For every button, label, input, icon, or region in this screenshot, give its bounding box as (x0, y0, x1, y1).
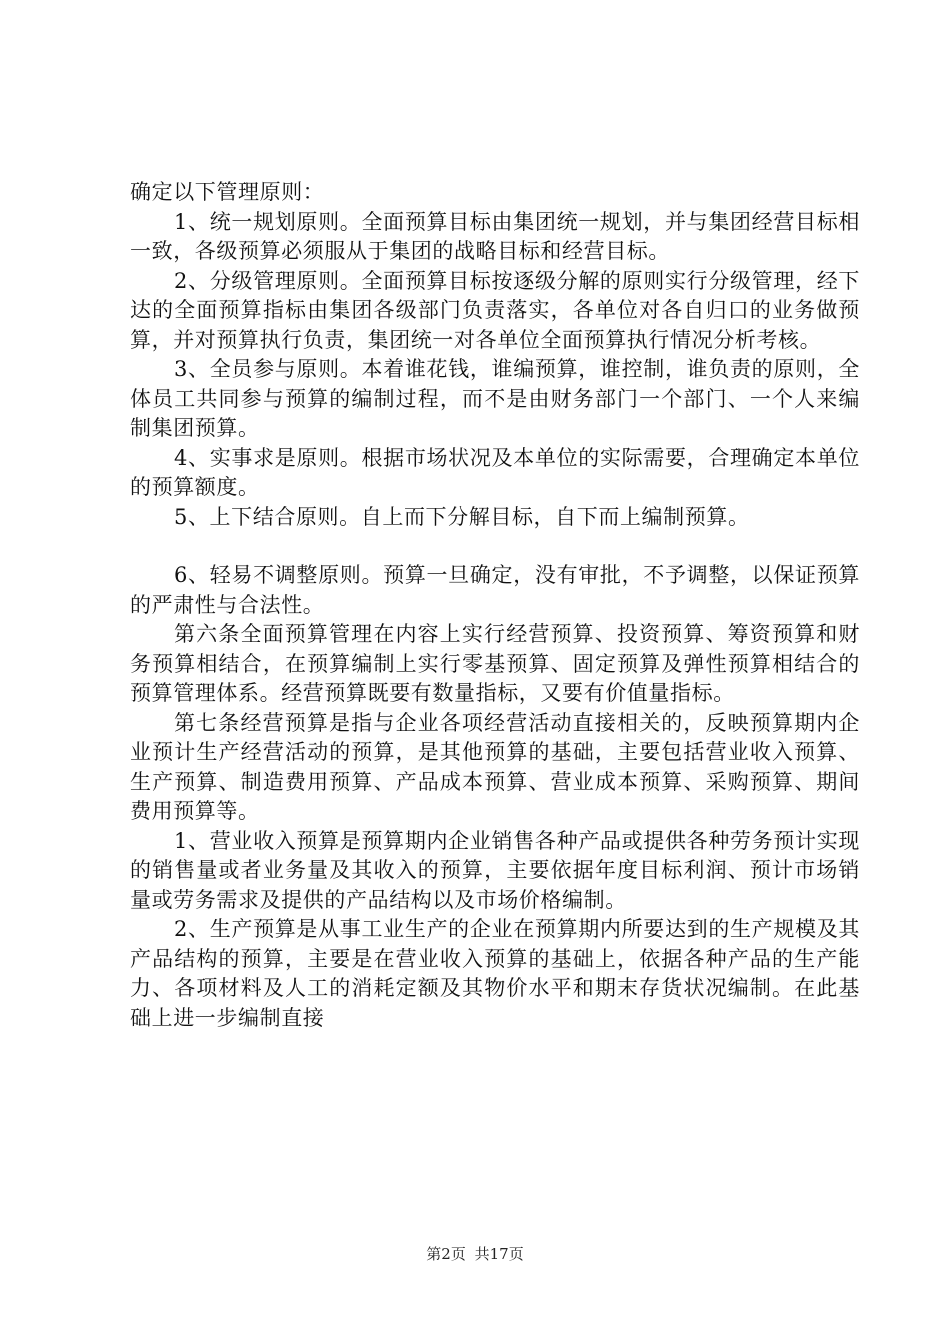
principle-3: 3、全员参与原则。本着谁花钱，谁编预算，谁控制，谁负责的原则，全体员工共同参与预算的编制过程，而不是由财务部门一个部门、一个人来编制集团预算。 (130, 357, 860, 440)
principle-1: 1、统一规划原则。全面预算目标由集团统一规划，并与集团经营目标相一致，各级预算必须服从于集团的战略目标和经营目标。 (130, 209, 860, 263)
page-footer (0, 1243, 950, 1264)
article-6: 第六条全面预算管理在内容上实行经营预算、投资预算、筹资预算和财务预算相结合，在预算编制上实行零基预算、固定预算及弹性预算相结合的预算管理体系。经营预算既要有数量指标，又要有价值量指标。 (130, 622, 860, 705)
item-production-budget: 2、生产预算是从事工业生产的企业在预算期内所要达到的生产规模及其产品结构的预算，主要是在营业收入预算的基础上，依据各种产品的生产能力、各项材料及人工的消耗定额及其物价水平和期末存货状况编制。在此基础上进一步编制直接 (130, 917, 860, 1030)
principle-2: 2、分级管理原则。全面预算目标按逐级分解的原则实行分级管理，经下达的全面预算指标由集团各级部门负责落实，各单位对各自归口的业务做预算，并对预算执行负责，集团统一对各单位全面预算执行情况分析考核。 (130, 268, 860, 352)
total-pages: 共17页 (474, 1245, 524, 1263)
principle-6: 6、轻易不调整原则。预算一旦确定，没有审批，不予调整，以保证预算的严肃性与合法性。 (130, 563, 860, 617)
article-7: 第七条经营预算是指与企业各项经营活动直接相关的，反映预算期内企业预计生产经营活动的预算，是其他预算的基础，主要包括营业收入预算、生产预算、制造费用预算、产品成本预算、营业成本预算、采购预算、期间费用预算等。 (130, 710, 860, 823)
principle-5: 5、上下结合原则。自上而下分解目标，自下而上编制预算。 (174, 504, 750, 529)
intro-line: 确定以下管理原则： (130, 180, 325, 204)
page-number: 第2页 (426, 1245, 466, 1263)
principle-4: 4、实事求是原则。根据市场状况及本单位的实际需要，合理确定本单位的预算额度。 (130, 445, 860, 499)
blank-line (130, 532, 860, 561)
document-body (130, 178, 860, 1033)
item-revenue-budget: 1、营业收入预算是预算期内企业销售各种产品或提供各种劳务预计实现的销售量或者业务量及其收入的预算，主要依据年度目标利润、预计市场销量或劳务需求及提供的产品结构以及市场价格编制。 (130, 828, 860, 912)
